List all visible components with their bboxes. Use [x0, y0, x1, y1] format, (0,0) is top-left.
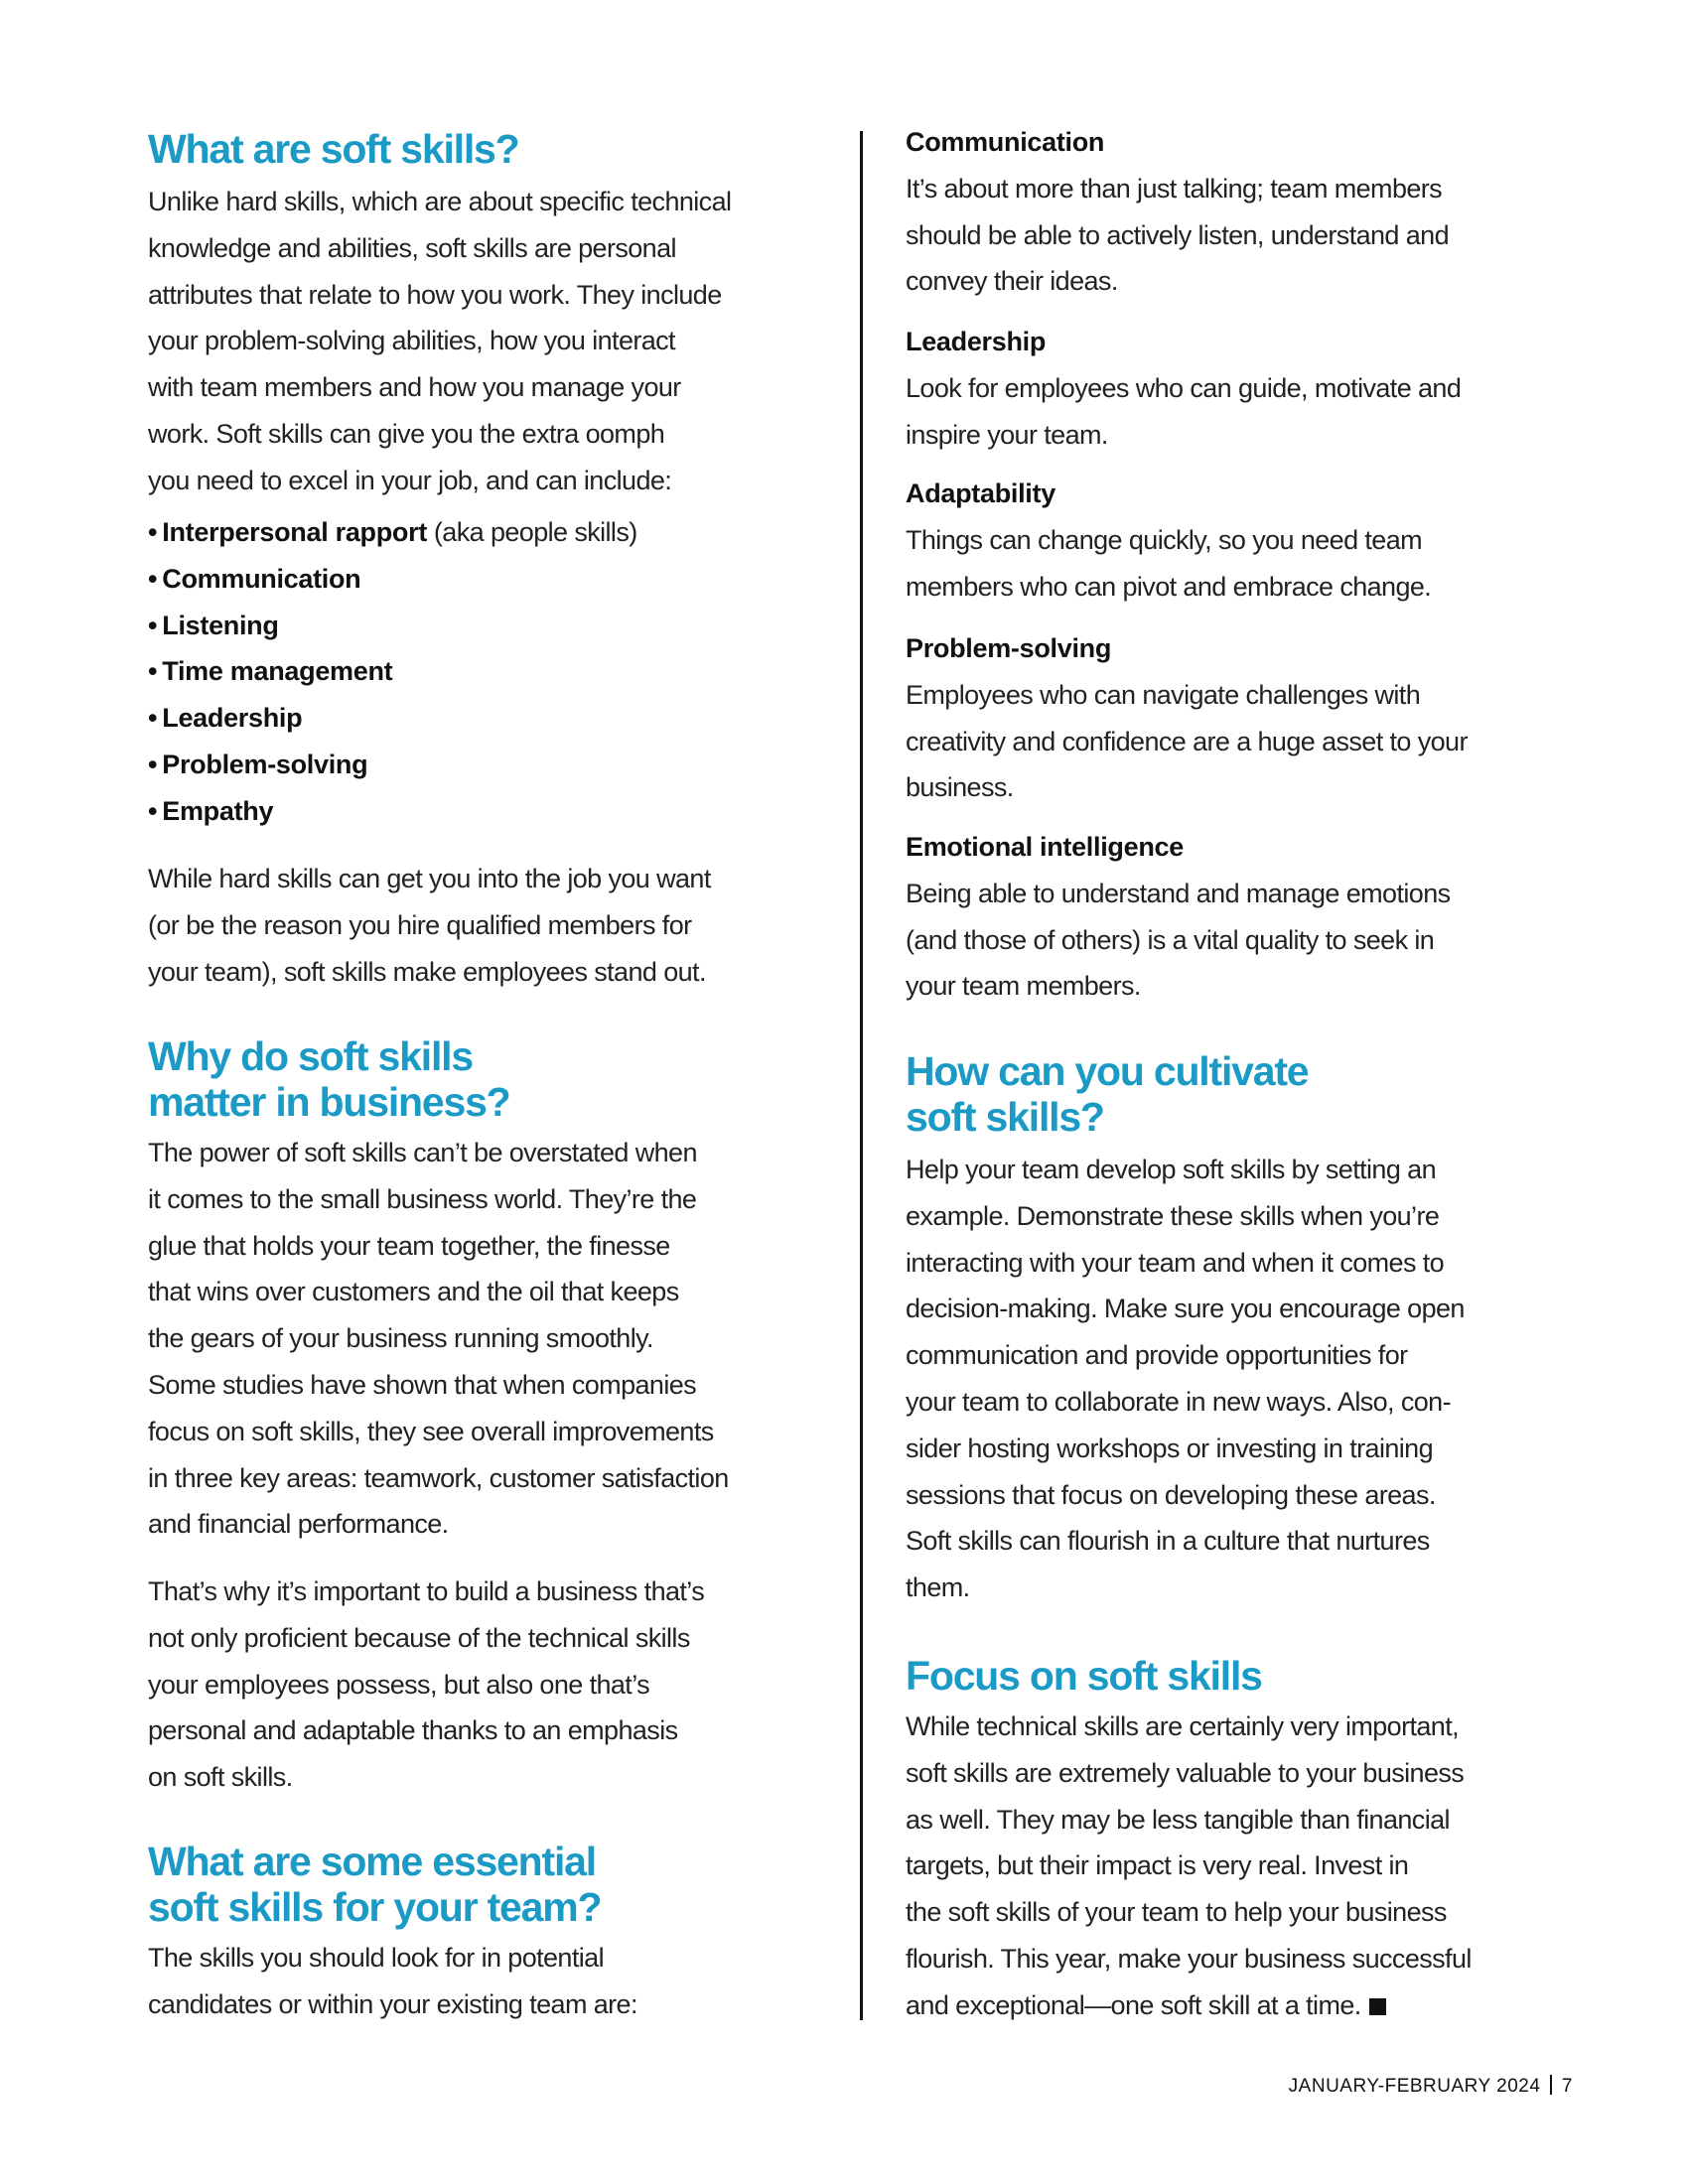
- skill-title: Leadership: [906, 327, 1047, 356]
- bullet-term: Listening: [162, 610, 279, 640]
- skill-description: [906, 871, 1591, 1010]
- text-line: it comes to the small business world. They’re the: [148, 1183, 697, 1214]
- text-line: The power of soft skills can’t be overstated when: [148, 1138, 697, 1167]
- text-line: not only proficient because of the technical skills: [148, 1622, 690, 1653]
- text-line: Being able to understand and manage emotions: [906, 878, 1451, 908]
- text-line: soft skills?: [906, 1094, 1104, 1140]
- focus-paragraph: [906, 1704, 1591, 2029]
- bullet-term: Problem-solving: [162, 749, 368, 779]
- text-line: business.: [906, 772, 1014, 803]
- skill-emotional-intelligence: [906, 824, 1591, 1010]
- text-line: and financial performance.: [148, 1509, 449, 1540]
- text-line: the soft skills of your team to help your business: [906, 1897, 1447, 1928]
- text-line: your employees possess, but also one that’s: [148, 1669, 650, 1700]
- bullet-item: [148, 556, 823, 603]
- bullet-dot: •: [148, 749, 163, 779]
- bullet-term: Leadership: [162, 703, 303, 734]
- text-line: and exceptional—one soft skill at a time.: [906, 1982, 1591, 2029]
- bullet-term: Empathy: [162, 795, 274, 826]
- text-line: on soft skills.: [148, 1762, 293, 1793]
- soft-skills-bullet-list: [148, 509, 823, 835]
- importance-paragraph: [148, 1569, 823, 1801]
- text-line: your problem-solving abilities, how you interact: [148, 326, 675, 356]
- skill-communication: [906, 119, 1591, 305]
- text-line: What are soft skills?: [148, 126, 519, 172]
- text-line: your team members.: [906, 971, 1141, 1002]
- skill-description: [906, 672, 1591, 811]
- skill-title: Communication: [906, 127, 1105, 157]
- text-line: decision-making. Make sure you encourage open: [906, 1294, 1465, 1324]
- bullet-dot: •: [148, 517, 163, 547]
- end-of-article-square-icon: [1369, 1998, 1386, 2015]
- text-line: What are some essential: [148, 1839, 596, 1884]
- text-line: While hard skills can get you into the job you want: [148, 864, 711, 893]
- text-line: convey their ideas.: [906, 266, 1118, 297]
- bullet-term: Interpersonal rapport: [162, 517, 428, 547]
- text-line: soft skills are extremely valuable to your business: [906, 1757, 1465, 1788]
- column-divider: [860, 131, 863, 2020]
- skill-title: Adaptability: [906, 478, 1055, 508]
- bullet-item: [148, 788, 823, 835]
- text-line: flourish. This year, make your business successful: [906, 1943, 1472, 1974]
- essential-intro-paragraph: [148, 1935, 823, 2028]
- text-line: interacting with your team and when it comes to: [906, 1247, 1445, 1278]
- text-line: creativity and confidence are a huge asset to your: [906, 726, 1468, 756]
- intro-paragraph: [148, 179, 823, 504]
- text-line: candidates or within your existing team are:: [148, 1988, 637, 2019]
- skill-title: Problem-solving: [906, 633, 1112, 663]
- text-line: them.: [906, 1572, 970, 1603]
- text-line: matter in business?: [148, 1079, 510, 1125]
- text-line: sessions that focus on developing these areas.: [906, 1479, 1436, 1510]
- bullet-dot: •: [148, 610, 163, 640]
- text-line: work. Soft skills can give you the extra oomph: [148, 418, 665, 449]
- heading-focus-on-soft-skills: [906, 1653, 1591, 1699]
- text-line: focus on soft skills, they see overall improvements: [148, 1416, 714, 1446]
- text-line: sider hosting workshops or investing in training: [906, 1433, 1433, 1463]
- text-line: should be able to actively listen, understand and: [906, 219, 1449, 250]
- skill-description: [906, 365, 1591, 459]
- text-line: It’s about more than just talking; team members: [906, 173, 1443, 204]
- text-line: targets, but their impact is very real. Invest in: [906, 1850, 1409, 1881]
- text-line: in three key areas: teamwork, customer satisfaction: [148, 1462, 729, 1493]
- bullet-item: [148, 742, 823, 788]
- text-line: While technical skills are certainly very important,: [906, 1711, 1459, 1741]
- why-paragraph: [148, 1130, 823, 1548]
- text-line: (or be the reason you hire qualified members for: [148, 909, 692, 940]
- text-line: your team to collaborate in new ways. Also, con-: [906, 1386, 1451, 1417]
- bullet-dot: •: [148, 703, 163, 734]
- text-line: soft skills for your team?: [148, 1884, 602, 1930]
- text-line: That’s why it’s important to build a business that’s: [148, 1576, 705, 1606]
- text-line: (and those of others) is a vital quality to seek in: [906, 924, 1435, 955]
- bullet-dot: •: [148, 795, 163, 826]
- heading-what-are-soft-skills: [148, 126, 823, 172]
- bullet-note: (aka people skills): [427, 517, 637, 547]
- heading-essential-soft-skills: [148, 1839, 823, 1930]
- text-line: you need to excel in your job, and can include:: [148, 465, 672, 495]
- text-line: glue that holds your team together, the finesse: [148, 1230, 670, 1261]
- heading-why-soft-skills-matter: [148, 1033, 823, 1125]
- footer-separator: [1550, 2075, 1552, 2095]
- text-line: Why do soft skills: [148, 1033, 473, 1079]
- skill-description: [906, 517, 1591, 611]
- text-line: Employees who can navigate challenges with: [906, 679, 1421, 710]
- text-line: Things can change quickly, so you need team: [906, 524, 1423, 555]
- hard-vs-soft-paragraph: [148, 856, 823, 995]
- skill-problem-solving: [906, 625, 1591, 811]
- text-line: attributes that relate to how you work. They include: [148, 279, 722, 310]
- skill-title: Emotional intelligence: [906, 832, 1184, 862]
- bullet-dot: •: [148, 563, 163, 594]
- text-line: inspire your team.: [906, 419, 1108, 450]
- bullet-item: [148, 509, 823, 556]
- text-line: that wins over customers and the oil that keeps: [148, 1277, 679, 1307]
- text-line: The skills you should look for in potential: [148, 1943, 604, 1973]
- bullet-item: [148, 695, 823, 742]
- bullet-term: Communication: [162, 563, 361, 594]
- heading-cultivate-soft-skills: [906, 1048, 1591, 1140]
- page-number: 7: [1561, 2076, 1573, 2097]
- text-line: Look for employees who can guide, motivate and: [906, 372, 1462, 403]
- text-line: the gears of your business running smoothly.: [148, 1323, 653, 1354]
- skill-adaptability: [906, 471, 1591, 610]
- text-line: your team), soft skills make employees stand out.: [148, 956, 706, 987]
- text-line: Help your team develop soft skills by setting an: [906, 1155, 1436, 1184]
- text-line: Soft skills can flourish in a culture that nurtures: [906, 1526, 1430, 1557]
- skill-description: [906, 166, 1591, 305]
- text-line: members who can pivot and embrace change.: [906, 571, 1432, 602]
- page-footer: [1289, 2075, 1573, 2098]
- text-line: communication and provide opportunities for: [906, 1340, 1408, 1371]
- skill-leadership: [906, 319, 1591, 458]
- text-line: example. Demonstrate these skills when you’re: [906, 1200, 1440, 1231]
- bullet-item: [148, 648, 823, 695]
- bullet-term: Time management: [162, 656, 393, 687]
- text-line: Some studies have shown that when companies: [148, 1369, 697, 1400]
- text-line: with team members and how you manage your: [148, 372, 681, 403]
- text-line: knowledge and abilities, soft skills are personal: [148, 232, 676, 263]
- bullet-item: [148, 603, 823, 649]
- text-line: Focus on soft skills: [906, 1653, 1262, 1699]
- bullet-dot: •: [148, 656, 163, 687]
- text-line: Unlike hard skills, which are about specific technical: [148, 187, 732, 216]
- text-line: as well. They may be less tangible than financial: [906, 1804, 1450, 1835]
- text-line: personal and adaptable thanks to an emphasis: [148, 1715, 678, 1746]
- text-line: How can you cultivate: [906, 1048, 1309, 1094]
- issue-date: JANUARY-FEBRUARY 2024: [1288, 2076, 1541, 2097]
- cultivate-paragraph: [906, 1147, 1591, 1611]
